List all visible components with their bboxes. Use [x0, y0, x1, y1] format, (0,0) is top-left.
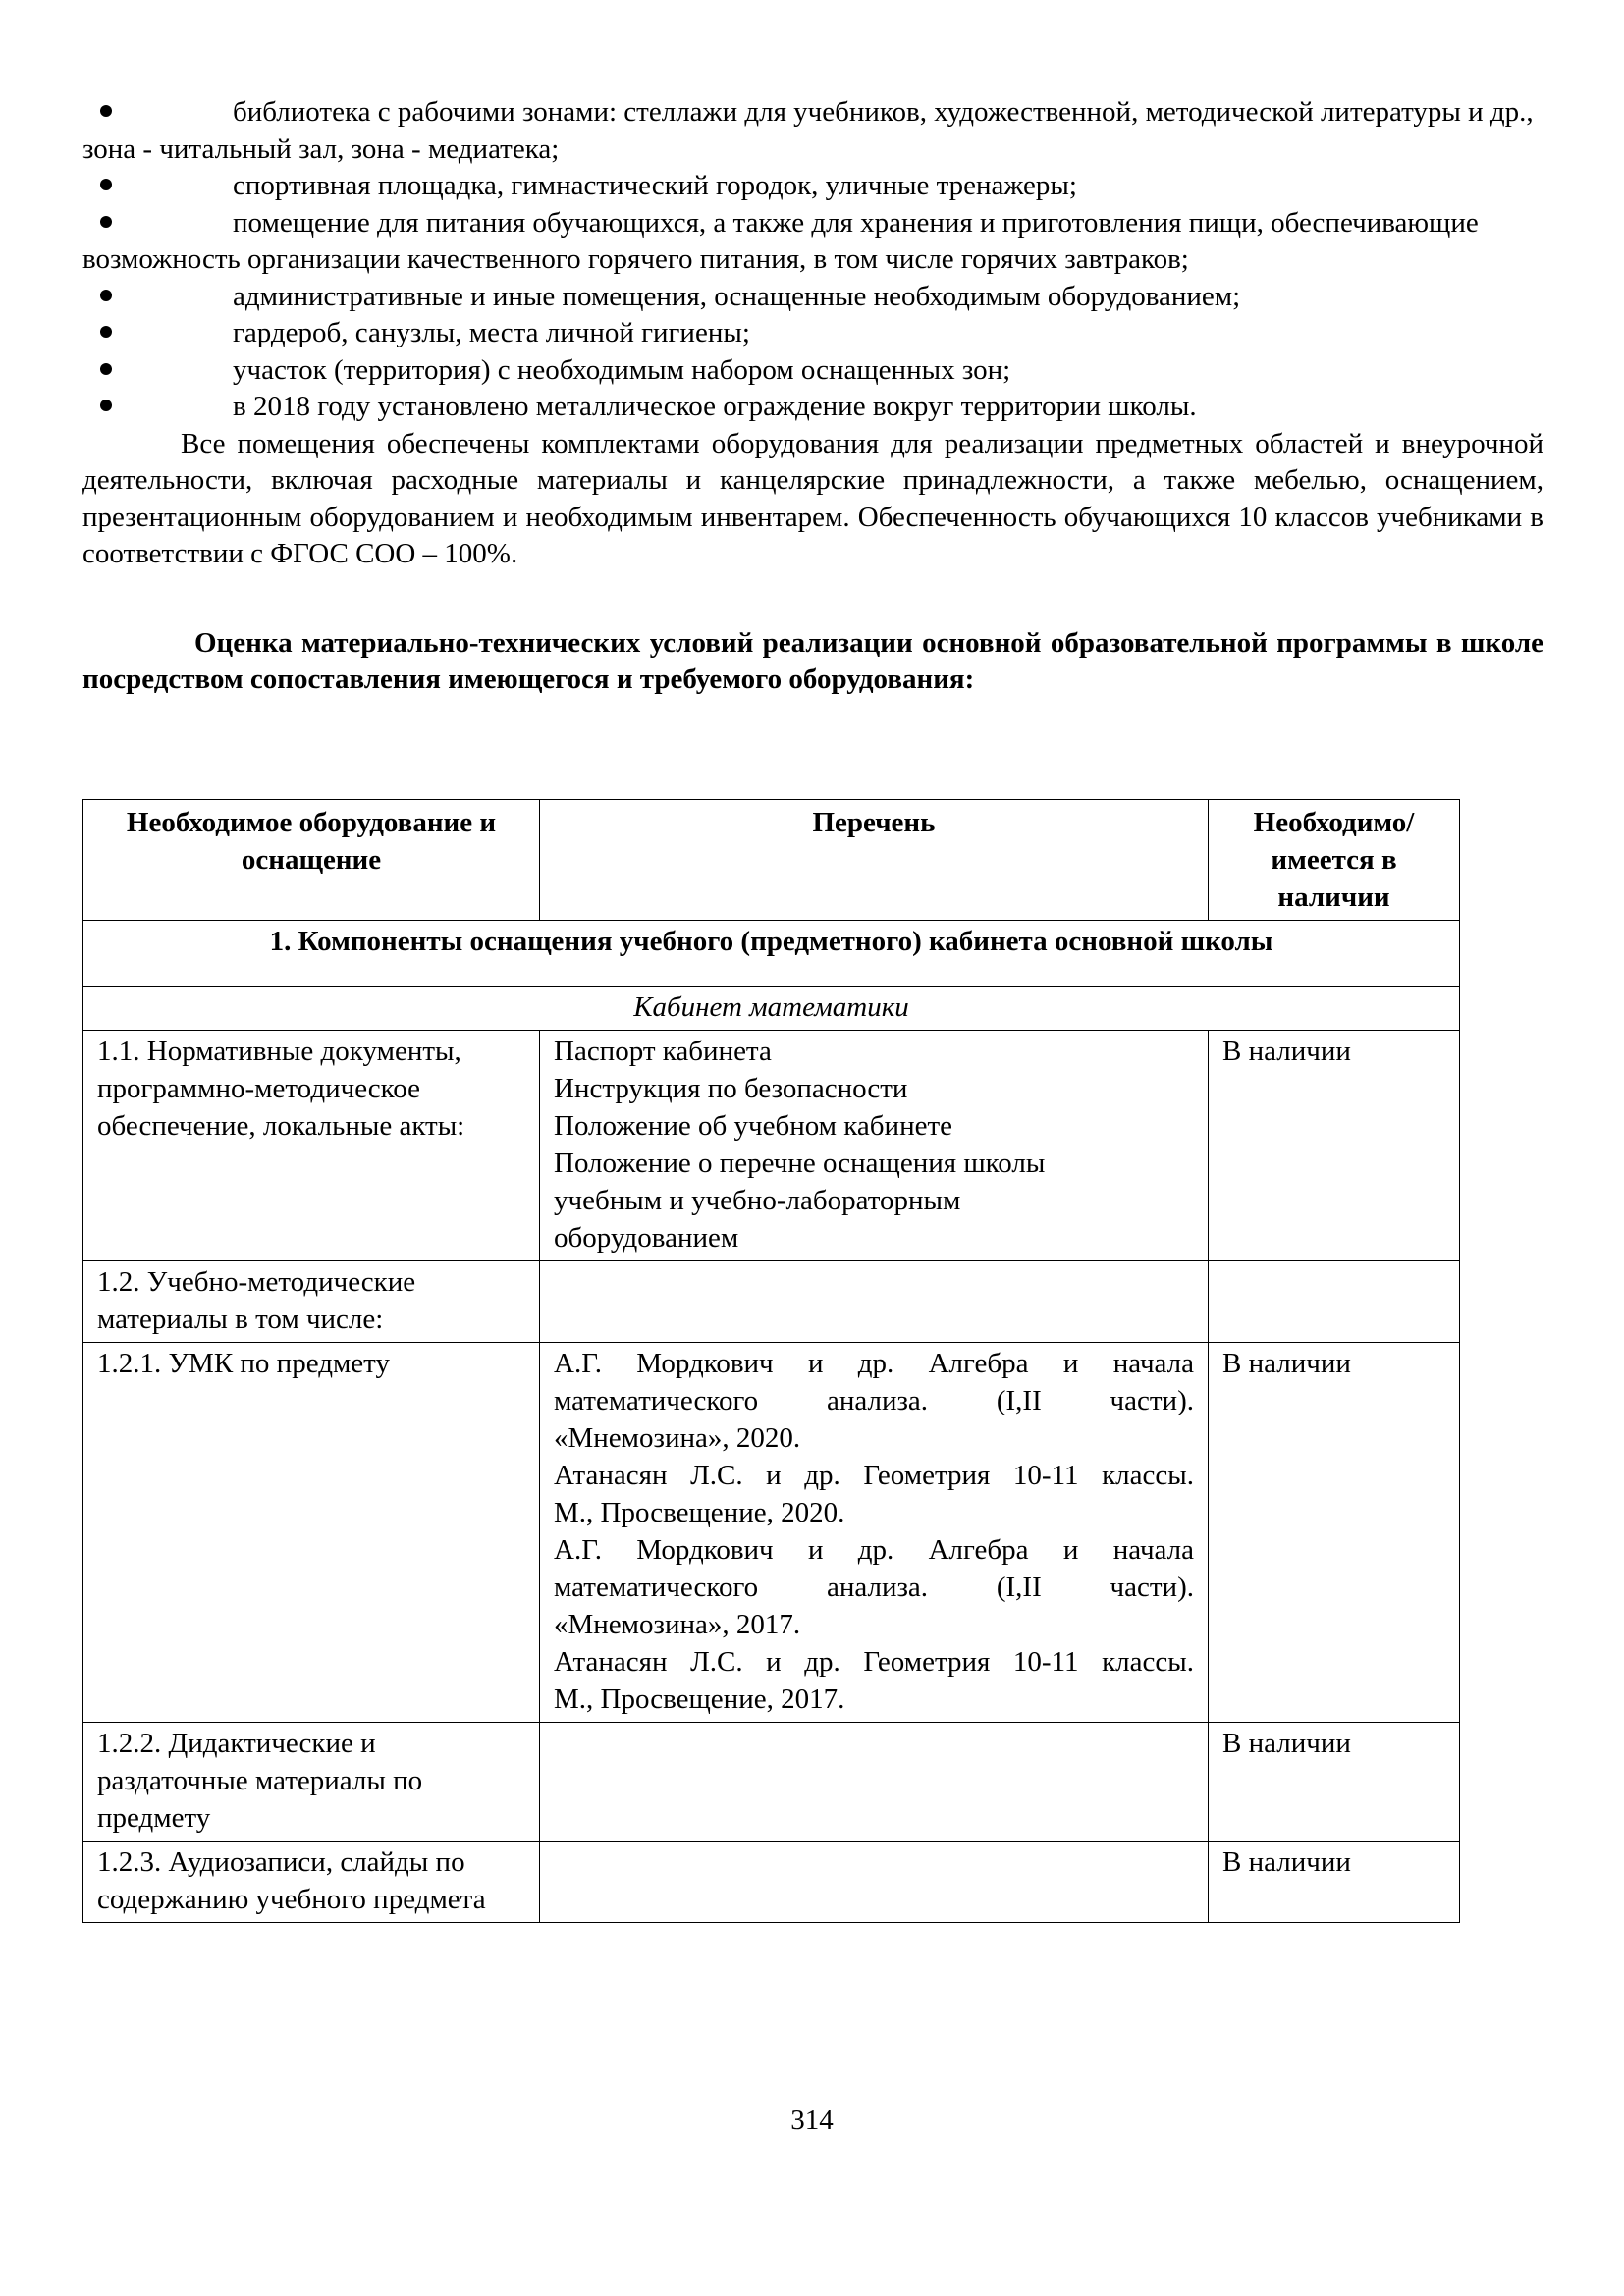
table-row [83, 1723, 1460, 1842]
item-cell: 1.2.1. УМК по предмету [83, 1343, 540, 1723]
list-item: библиотека с рабочими зонами: стеллажи для учебников, художественной, методической литературы и др., зона - читальный зал, зона - медиатека; [82, 96, 1534, 165]
list-item: участок (территория) с необходимым набором оснащенных зон; [82, 352, 1543, 390]
item-cell: 1.2. Учебно-методические материалы в том числе: [83, 1261, 540, 1343]
list-line: Положение об учебном кабинете [554, 1110, 953, 1142]
body-paragraph: Все помещения обеспечены комплектами оборудования для реализации предметных областей и внеурочной деятельности, включая расходные материалы и канцелярские принадлежности, а также мебелью, оснащением, презентационным оборудованием и необходимым инвентарем. Обеспеченность обучающихся 10 классов учебниками в соответствии с ФГОС СОО – 100%. [82, 427, 1543, 569]
list-line: Инструкция по безопасности [554, 1073, 908, 1104]
bullet-icon [100, 179, 112, 190]
list-cell [540, 1842, 1209, 1923]
status-cell: В наличии [1209, 1723, 1460, 1842]
book-line: Атанасян Л.С. и др. Геометрия 10-11 классы. [554, 1460, 1194, 1491]
list-line: оборудованием [554, 1222, 739, 1254]
section-heading: Оценка материально-технических условий реализации основной образовательной программы в школе посредством сопоставления имеющегося и требуемого оборудования: [82, 626, 1543, 695]
table-row [83, 921, 1460, 987]
facility-list [82, 94, 1543, 426]
book-line: А.Г. Мордкович и др. Алгебра и начала [554, 1348, 1194, 1379]
bullet-icon [100, 216, 112, 228]
status-cell: В наличии [1209, 1031, 1460, 1261]
list-item: в 2018 году установлено металлическое ограждение вокруг территории школы. [82, 389, 1543, 426]
cabinet-title: Кабинет математики [83, 987, 1460, 1031]
table-row [83, 1261, 1460, 1343]
list-cell [540, 1261, 1209, 1343]
column-header: Перечень [540, 800, 1209, 921]
book-line: М., Просвещение, 2017. [554, 1683, 845, 1715]
column-header: Необходимо/ имеется в наличии [1209, 800, 1460, 921]
list-cell [540, 1031, 1209, 1261]
status-cell [1209, 1261, 1460, 1343]
book-line: математического анализа. (I,II части). [554, 1572, 1194, 1603]
table-header-row [83, 800, 1460, 921]
item-cell: 1.2.3. Аудиозаписи, слайды по содержанию учебного предмета [83, 1842, 540, 1923]
table-row [83, 1031, 1460, 1261]
list-item: помещение для питания обучающихся, а также для хранения и приготовления пищи, обеспечивающие возможность организации качественного горячего питания, в том числе горячих завтраков; [82, 206, 1479, 275]
list-line: Паспорт кабинета [554, 1036, 772, 1067]
section-title: 1. Компоненты оснащения учебного (предметного) кабинета основной школы [83, 921, 1460, 987]
book-line: математического анализа. (I,II части). [554, 1385, 1194, 1416]
bullet-icon [100, 326, 112, 338]
item-cell: 1.1. Нормативные документы, программно-методическое обеспечение, локальные акты: [83, 1031, 540, 1261]
book-line: М., Просвещение, 2020. [554, 1497, 845, 1528]
book-line: «Мнемозина», 2020. [554, 1422, 801, 1454]
list-item: гардероб, санузлы, места личной гигиены; [82, 315, 1543, 352]
status-cell: В наличии [1209, 1343, 1460, 1723]
bullet-icon [100, 290, 112, 301]
table-row [83, 1343, 1460, 1723]
book-line: Атанасян Л.С. и др. Геометрия 10-11 классы. [554, 1646, 1194, 1678]
list-cell [540, 1343, 1209, 1723]
list-item: административные и иные помещения, оснащенные необходимым оборудованием; [82, 279, 1543, 316]
bullet-icon [100, 363, 112, 375]
list-line: учебным и учебно-лабораторным [554, 1185, 961, 1216]
bullet-icon [100, 400, 112, 411]
book-line: А.Г. Мордкович и др. Алгебра и начала [554, 1534, 1194, 1566]
item-cell: 1.2.2. Дидактические и раздаточные материалы по предмету [83, 1723, 540, 1842]
table-row [83, 987, 1460, 1031]
list-line: Положение о перечне оснащения школы [554, 1148, 1046, 1179]
status-cell: В наличии [1209, 1842, 1460, 1923]
document-page [82, 94, 1543, 1915]
bullet-icon [100, 105, 112, 117]
list-item: спортивная площадка, гимнастический городок, уличные тренажеры; [82, 168, 1543, 205]
list-cell [540, 1723, 1209, 1842]
table-row [83, 1842, 1460, 1923]
column-header: Необходимое оборудование и оснащение [83, 800, 540, 921]
page-number: 314 [790, 2105, 834, 2136]
book-line: «Мнемозина», 2017. [554, 1609, 801, 1640]
equipment-table [82, 799, 1460, 1923]
